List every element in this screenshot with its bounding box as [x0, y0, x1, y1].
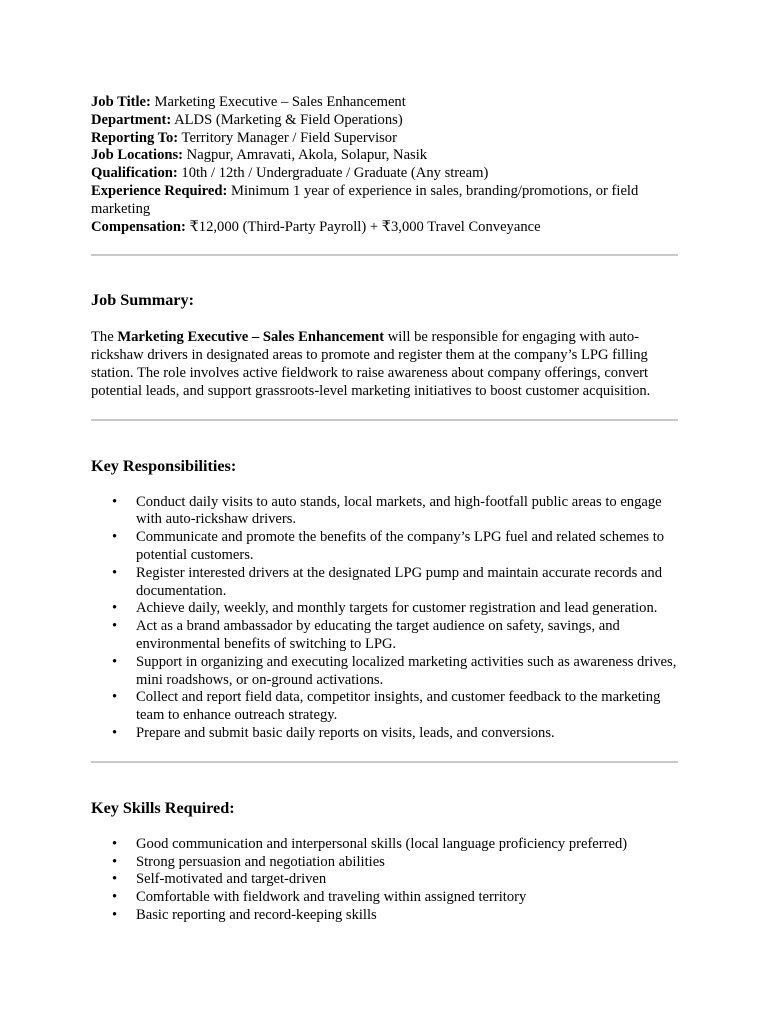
summary-prefix: The: [91, 329, 118, 346]
bullet-icon: •: [112, 653, 118, 670]
job-locations-value: Nagpur, Amravati, Akola, Solapur, Nasik: [183, 147, 428, 164]
bullet-icon: •: [112, 853, 118, 870]
bullet-icon: •: [112, 871, 118, 888]
reporting-to-row: [91, 130, 678, 148]
list-item-text: Register interested drivers at the designated LPG pump and maintain accurate records and documentation.: [136, 564, 663, 599]
list-item-text: Act as a brand ambassador by educating the target audience on safety, savings, and environmental benefits of switching to LPG.: [136, 618, 620, 652]
list-item: [91, 529, 678, 565]
department-label: Department:: [91, 111, 172, 128]
job-title-value: Marketing Executive – Sales Enhancement: [150, 94, 406, 110]
list-item: [91, 836, 678, 854]
list-item-text: Basic reporting and record-keeping skills: [136, 906, 377, 923]
job-summary-text: [91, 329, 678, 400]
list-item: [91, 854, 678, 872]
compensation-row: [91, 219, 678, 237]
skills-list: [91, 836, 678, 925]
list-item-text: Strong persuasion and negotiation abilities: [136, 853, 385, 870]
summary-role-name: Marketing Executive – Sales Enhancement: [117, 329, 385, 346]
list-item: [91, 889, 678, 907]
bullet-icon: •: [112, 564, 118, 581]
list-item: [91, 654, 678, 690]
divider: [91, 419, 678, 421]
compensation-value: ₹12,000 (Third-Party Payroll) + ₹3,000 Travel Conveyance: [185, 218, 541, 235]
list-item-text: Collect and report field data, competitor insights, and customer feedback to the marketing team to enhance outreach strategy.: [136, 689, 661, 724]
bullet-icon: •: [112, 600, 118, 617]
qualification-label: Qualification:: [91, 165, 178, 182]
department-row: [91, 112, 678, 130]
job-locations-row: [91, 147, 678, 165]
key-skills-heading: Key Skills Required:: [91, 798, 235, 817]
list-item: [91, 907, 678, 925]
responsibilities-list: [91, 494, 678, 743]
qualification-row: [91, 165, 678, 183]
summary-body: will be responsible for engaging with auto-rickshaw drivers in designated areas to promote and register them at the company’s LPG filling station. The role involves active fieldwork to raise awareness about company offerings, convert potential leads, and support grassroots-level marketing initiatives to boost customer acquisition.: [91, 329, 651, 399]
list-item-text: Good communication and interpersonal skills (local language proficiency preferred): [136, 835, 628, 852]
list-item-text: Achieve daily, weekly, and monthly targets for customer registration and lead generation.: [136, 600, 658, 617]
reporting-to-label: Reporting To:: [91, 129, 179, 146]
list-item-text: Conduct daily visits to auto stands, local markets, and high-footfall public areas to engage with auto-rickshaw drivers.: [136, 493, 662, 528]
bullet-icon: •: [112, 889, 118, 906]
bullet-icon: •: [112, 618, 118, 635]
key-responsibilities-heading: Key Responsibilities:: [91, 456, 237, 475]
job-summary-heading: Job Summary:: [91, 291, 194, 310]
bullet-icon: •: [112, 529, 118, 546]
list-item-text: Prepare and submit basic daily reports on visits, leads, and conversions.: [136, 724, 555, 741]
list-item: [91, 565, 678, 601]
experience-row: [91, 183, 678, 219]
divider: [91, 761, 678, 763]
qualification-value: 10th / 12th / Undergraduate / Graduate (Any stream): [177, 165, 489, 182]
bullet-icon: •: [112, 493, 118, 510]
experience-label: Experience Required:: [91, 182, 228, 199]
reporting-to-value: Territory Manager / Field Supervisor: [178, 129, 397, 146]
job-title-row: [91, 94, 678, 112]
bullet-icon: •: [112, 835, 118, 852]
compensation-label: Compensation:: [91, 218, 186, 235]
list-item-text: Communicate and promote the benefits of the company’s LPG fuel and related schemes to potential customers.: [136, 529, 665, 563]
department-value: ALDS (Marketing & Field Operations): [171, 111, 403, 128]
list-item: [91, 725, 678, 743]
list-item: [91, 494, 678, 530]
job-details: [91, 94, 678, 236]
divider: [91, 254, 678, 256]
list-item: [91, 689, 678, 725]
job-title-label: Job Title:: [91, 94, 151, 110]
list-item-text: Self-motivated and target-driven: [136, 871, 327, 888]
list-item: [91, 600, 678, 618]
bullet-icon: •: [112, 906, 118, 923]
experience-value: Minimum 1 year of experience in sales, branding/promotions, or field marketing: [91, 182, 639, 217]
list-item: [91, 618, 678, 654]
list-item-text: Comfortable with fieldwork and traveling within assigned territory: [136, 889, 527, 906]
list-item-text: Support in organizing and executing localized marketing activities such as awareness drives, mini roadshows, or on-ground activations.: [136, 653, 677, 688]
job-locations-label: Job Locations:: [91, 147, 184, 164]
bullet-icon: •: [112, 724, 118, 741]
bullet-icon: •: [112, 689, 118, 706]
list-item: [91, 871, 678, 889]
